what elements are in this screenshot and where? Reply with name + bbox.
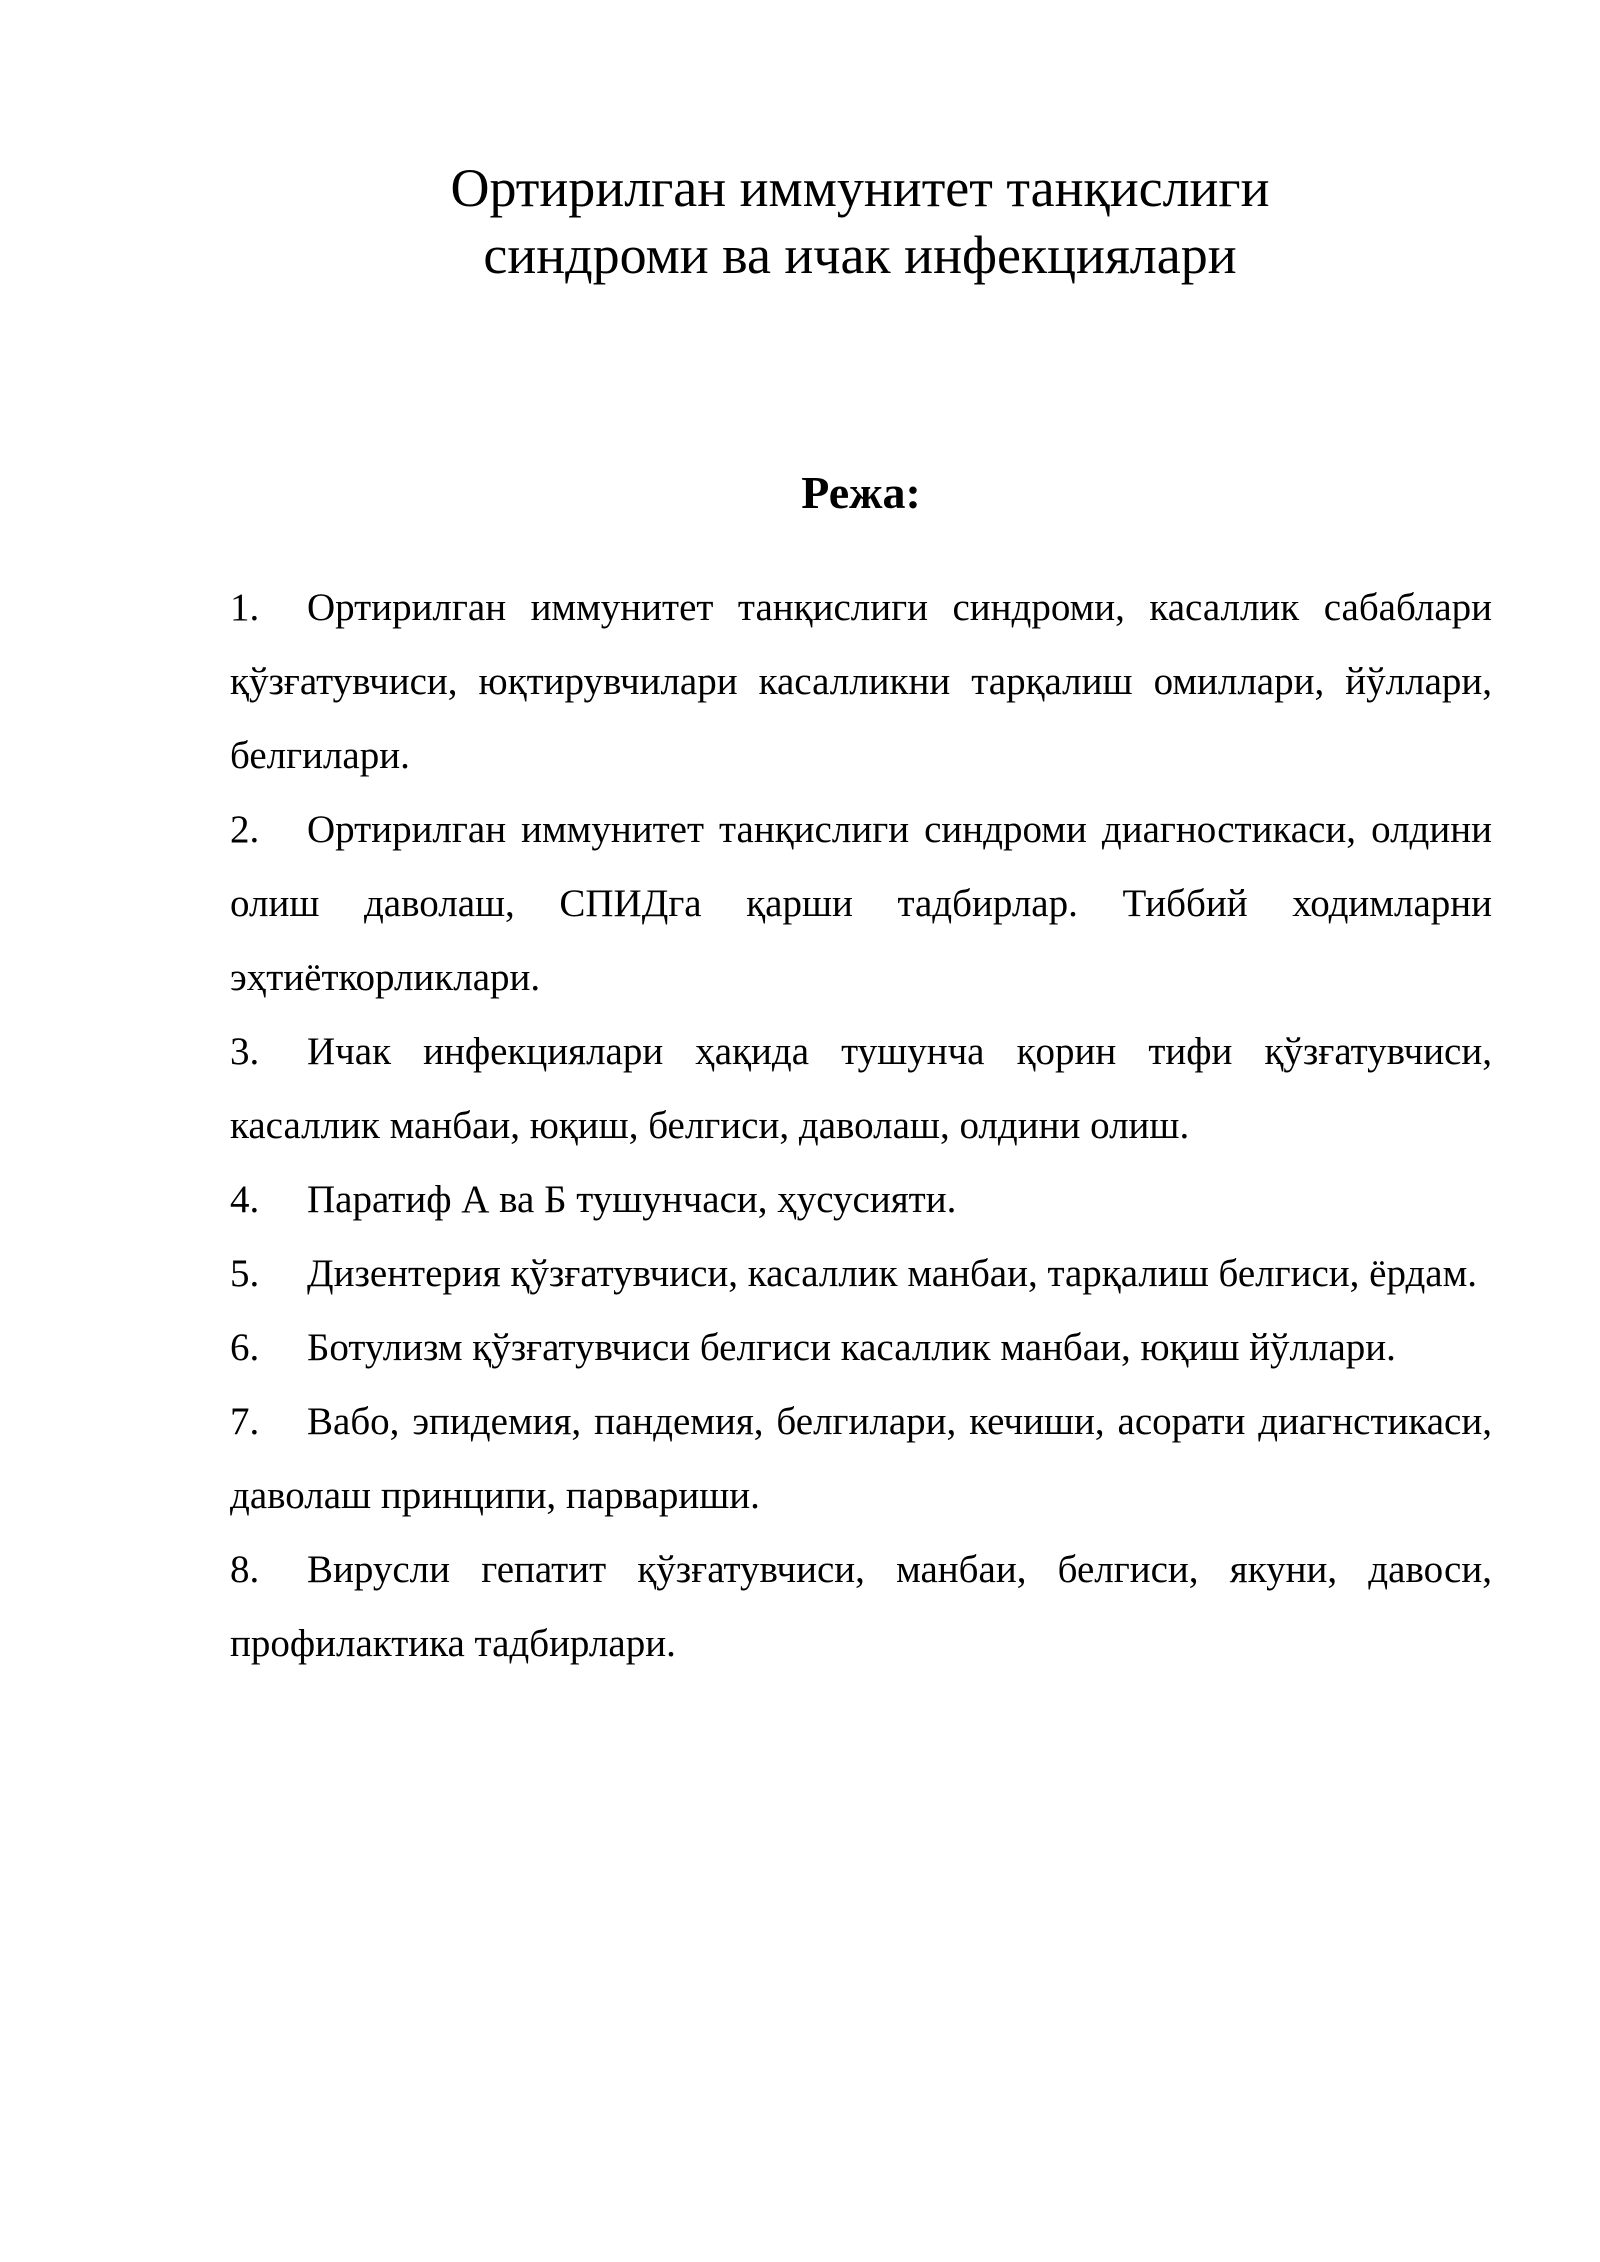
item-text: Ичак инфекциялари ҳақида тушунча қорин тифи қўзғатувчиси, касаллик манбаи, юқиш, белгиси, даволаш, олдини олиш.	[230, 1030, 1492, 1147]
title-line-2: синдроми ва ичак инфекциялари	[483, 225, 1237, 285]
item-number: 6.	[230, 1326, 260, 1369]
list-item	[230, 571, 1492, 793]
item-text: Ортирилган иммунитет танқислиги синдроми, касаллик сабаблари қўзғатувчиси, юқтирувчилари касалликни тарқалиш омиллари, йўллари, белгилари.	[230, 586, 1492, 777]
item-text: Вабо, эпидемия, пандемия, белгилари, кечиши, асорати диагнстикаси, даволаш принципи, парвариши.	[230, 1400, 1492, 1517]
plan-heading: Режа:	[801, 467, 921, 518]
item-number: 5.	[230, 1252, 260, 1295]
title-line-1: Ортирилган иммунитет танқислиги	[450, 158, 1270, 218]
item-number: 3.	[230, 1030, 260, 1073]
item-number: 8.	[230, 1548, 260, 1591]
item-number: 1.	[230, 586, 260, 629]
list-item	[230, 1237, 1492, 1311]
document-title	[380, 155, 1340, 289]
list-item	[230, 1015, 1492, 1163]
item-text: Ботулизм қўзғатувчиси белгиси касаллик манбаи, юқиш йўллари.	[307, 1326, 1396, 1369]
item-text: Дизентерия қўзғатувчиси, касаллик манбаи, тарқалиш белгиси, ёрдам.	[307, 1252, 1478, 1295]
list-item	[230, 1311, 1492, 1385]
item-number: 4.	[230, 1178, 260, 1221]
item-text: Паратиф А ва Б тушунчаси, ҳусусияти.	[307, 1178, 957, 1221]
list-item	[230, 1163, 1492, 1237]
item-text: Вирусли гепатит қўзғатувчиси, манбаи, белгиси, якуни, давоси, профилактика тадбирлари.	[230, 1548, 1492, 1665]
list-item	[230, 1533, 1492, 1681]
item-number: 2.	[230, 808, 260, 851]
item-number: 7.	[230, 1400, 260, 1443]
item-text: Ортирилган иммунитет танқислиги синдроми диагностикаси, олдини олиш даволаш, СПИДга қарши тадбирлар. Тиббий ходимларни эҳтиёткорликлари.	[230, 808, 1492, 999]
list-item	[230, 1385, 1492, 1533]
list-item	[230, 793, 1492, 1015]
plan-list	[230, 571, 1492, 1681]
